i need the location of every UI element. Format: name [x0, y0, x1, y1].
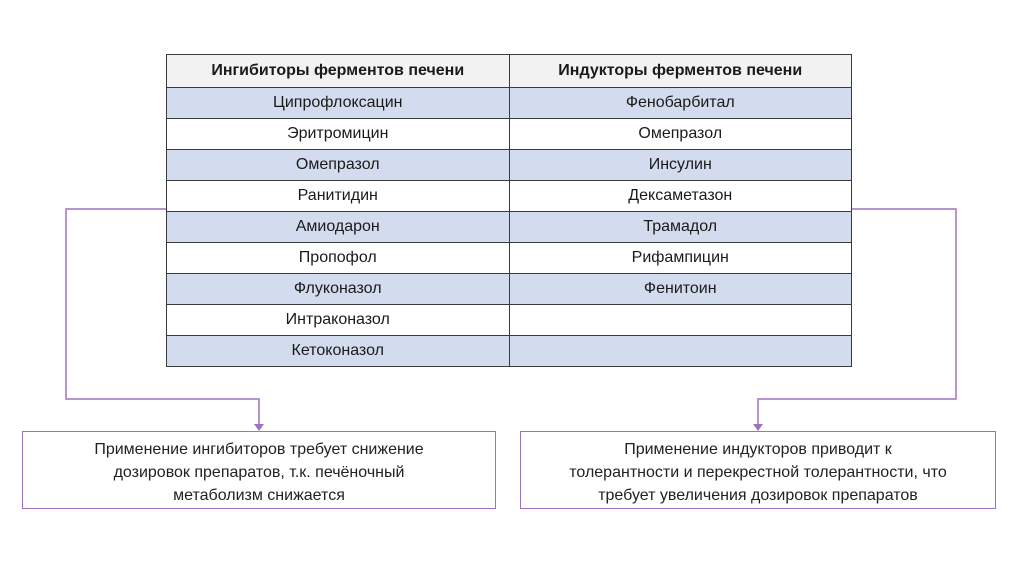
right-arrow-head	[753, 424, 763, 431]
table-row	[167, 181, 852, 212]
header-inhibitors: Ингибиторы ферментов печени	[167, 55, 510, 88]
table-row	[167, 243, 852, 274]
table-row	[167, 150, 852, 181]
inducer-cell: Рифампицин	[509, 243, 852, 274]
inhibitor-cell: Ранитидин	[167, 181, 510, 212]
inducer-cell: Фенитоин	[509, 274, 852, 305]
note-line: метаболизм снижается	[173, 487, 345, 504]
table-row	[167, 305, 852, 336]
inducer-cell	[509, 305, 852, 336]
inhibitor-cell: Эритромицин	[167, 119, 510, 150]
inducer-cell: Трамадол	[509, 212, 852, 243]
note-line: требует увеличения дозировок препаратов	[598, 487, 918, 504]
note-line: дозировок препаратов, т.к. печёночный	[113, 464, 405, 481]
left-arrow-head	[254, 424, 264, 431]
inhibitor-cell: Амиодарон	[167, 212, 510, 243]
inducer-cell: Фенобарбитал	[509, 88, 852, 119]
inhibitor-cell: Пропофол	[167, 243, 510, 274]
liver-enzyme-table	[166, 54, 852, 367]
note-line: Применение ингибиторов требует снижение	[94, 441, 424, 458]
table-header-row	[167, 55, 852, 88]
table-row	[167, 88, 852, 119]
inducer-cell: Дексаметазон	[509, 181, 852, 212]
table-row	[167, 336, 852, 367]
table-row	[167, 274, 852, 305]
inducers-note-box	[520, 431, 996, 509]
inhibitors-note-box	[22, 431, 496, 509]
inducer-cell: Инсулин	[509, 150, 852, 181]
inhibitor-cell: Кетоконазол	[167, 336, 510, 367]
inhibitor-cell: Интраконазол	[167, 305, 510, 336]
inducer-cell: Омепразол	[509, 119, 852, 150]
table-row	[167, 119, 852, 150]
header-inducers: Индукторы ферментов печени	[509, 55, 852, 88]
table-row	[167, 212, 852, 243]
inhibitor-cell: Флуконазол	[167, 274, 510, 305]
inducer-cell	[509, 336, 852, 367]
inhibitor-cell: Омепразол	[167, 150, 510, 181]
inhibitor-cell: Ципрофлоксацин	[167, 88, 510, 119]
note-line: толерантности и перекрестной толерантности, что	[569, 464, 947, 481]
note-line: Применение индукторов приводит к	[624, 441, 892, 458]
